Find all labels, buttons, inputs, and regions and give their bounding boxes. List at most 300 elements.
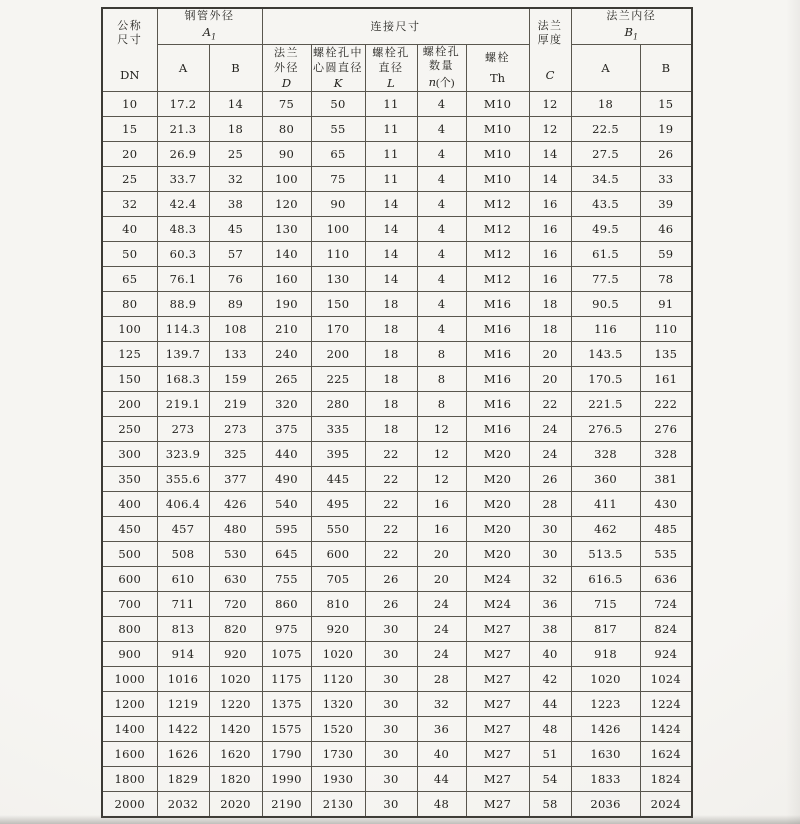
cell-pipe-od-b: 325 xyxy=(209,442,262,467)
cell-dn: 450 xyxy=(102,517,157,542)
cell-bolt-circle-dia: 1930 xyxy=(311,767,365,792)
cell-flange-id-a: 18 xyxy=(571,92,640,117)
cell-dn: 700 xyxy=(102,592,157,617)
cell-bolt-hole-count: 16 xyxy=(417,517,466,542)
cell-flange-id-a: 411 xyxy=(571,492,640,517)
cell-flange-id-a: 221.5 xyxy=(571,392,640,417)
cell-pipe-od-a: 813 xyxy=(157,617,209,642)
table-row xyxy=(102,92,692,117)
cell-bolt-thread: M10 xyxy=(466,92,529,117)
cell-pipe-od-a: 1219 xyxy=(157,692,209,717)
cell-bolt-thread: M16 xyxy=(466,392,529,417)
cell-bolt-circle-dia: 1120 xyxy=(311,667,365,692)
cell-dn: 1400 xyxy=(102,717,157,742)
cell-pipe-od-b: 377 xyxy=(209,467,262,492)
table-row xyxy=(102,392,692,417)
cell-thickness: 12 xyxy=(529,117,571,142)
table-row xyxy=(102,592,692,617)
cell-bolt-thread: M27 xyxy=(466,742,529,767)
cell-flange-id-b: 1824 xyxy=(640,767,692,792)
cell-dn: 20 xyxy=(102,142,157,167)
cell-flange-id-b: 78 xyxy=(640,267,692,292)
nominal-size-label-line1: 公称 xyxy=(117,20,143,32)
cell-pipe-od-a: 48.3 xyxy=(157,217,209,242)
cell-flange-id-b: 33 xyxy=(640,167,692,192)
cell-thickness: 18 xyxy=(529,292,571,317)
cell-bolt-hole-count: 24 xyxy=(417,642,466,667)
cell-bolt-hole-dia: 11 xyxy=(365,142,417,167)
cell-bolt-circle-dia: 920 xyxy=(311,617,365,642)
cell-bolt-circle-dia: 395 xyxy=(311,442,365,467)
cell-dn: 1200 xyxy=(102,692,157,717)
cell-flange-id-a: 817 xyxy=(571,617,640,642)
cell-dn: 15 xyxy=(102,117,157,142)
cell-dn: 80 xyxy=(102,292,157,317)
header-bolt-circle-dia: 螺栓孔中 心圆直径 K xyxy=(311,45,365,92)
cell-flange-id-b: 924 xyxy=(640,642,692,667)
cell-pipe-od-b: 1020 xyxy=(209,667,262,692)
cell-flange-id-a: 1833 xyxy=(571,767,640,792)
cell-bolt-circle-dia: 1320 xyxy=(311,692,365,717)
cell-bolt-hole-dia: 14 xyxy=(365,217,417,242)
cell-flange-id-b: 1424 xyxy=(640,717,692,742)
cell-pipe-od-a: 1626 xyxy=(157,742,209,767)
cell-flange-id-a: 328 xyxy=(571,442,640,467)
cell-pipe-od-a: 139.7 xyxy=(157,342,209,367)
cell-thickness: 48 xyxy=(529,717,571,742)
cell-dn: 900 xyxy=(102,642,157,667)
cell-dn: 400 xyxy=(102,492,157,517)
cell-flange-id-b: 485 xyxy=(640,517,692,542)
cell-flange-od: 375 xyxy=(262,417,311,442)
cell-flange-od: 75 xyxy=(262,92,311,117)
cell-bolt-thread: M27 xyxy=(466,692,529,717)
cell-thickness: 16 xyxy=(529,192,571,217)
cell-flange-id-b: 135 xyxy=(640,342,692,367)
cell-pipe-od-b: 76 xyxy=(209,267,262,292)
nominal-size-symbol: DN xyxy=(120,68,140,83)
cell-bolt-hole-count: 4 xyxy=(417,142,466,167)
cell-bolt-thread: M20 xyxy=(466,517,529,542)
cell-pipe-od-a: 26.9 xyxy=(157,142,209,167)
cell-flange-id-a: 77.5 xyxy=(571,267,640,292)
cell-thickness: 42 xyxy=(529,667,571,692)
cell-bolt-thread: M10 xyxy=(466,142,529,167)
header-flange-thickness xyxy=(529,8,571,92)
cell-thickness: 16 xyxy=(529,242,571,267)
cell-flange-id-a: 360 xyxy=(571,467,640,492)
cell-pipe-od-a: 323.9 xyxy=(157,442,209,467)
table-row xyxy=(102,717,692,742)
table-header xyxy=(102,8,692,92)
cell-bolt-circle-dia: 170 xyxy=(311,317,365,342)
header-sub-row xyxy=(102,45,692,92)
cell-dn: 200 xyxy=(102,392,157,417)
cell-pipe-od-b: 38 xyxy=(209,192,262,217)
cell-flange-od: 90 xyxy=(262,142,311,167)
header-nominal-size xyxy=(102,8,157,92)
cell-bolt-hole-dia: 22 xyxy=(365,517,417,542)
cell-bolt-hole-dia: 30 xyxy=(365,792,417,818)
cell-flange-od: 320 xyxy=(262,392,311,417)
cell-bolt-circle-dia: 2130 xyxy=(311,792,365,818)
cell-thickness: 16 xyxy=(529,217,571,242)
thickness-label-line2: 厚度 xyxy=(537,34,563,46)
thickness-symbol: C xyxy=(545,68,555,83)
table-row xyxy=(102,367,692,392)
cell-pipe-od-a: 88.9 xyxy=(157,292,209,317)
cell-thickness: 30 xyxy=(529,542,571,567)
cell-flange-id-b: 110 xyxy=(640,317,692,342)
table-row xyxy=(102,767,692,792)
cell-bolt-thread: M20 xyxy=(466,542,529,567)
cell-pipe-od-b: 720 xyxy=(209,592,262,617)
cell-bolt-thread: M27 xyxy=(466,717,529,742)
cell-pipe-od-a: 1016 xyxy=(157,667,209,692)
cell-pipe-od-b: 2020 xyxy=(209,792,262,818)
table-row xyxy=(102,217,692,242)
cell-flange-od: 160 xyxy=(262,267,311,292)
cell-flange-id-b: 26 xyxy=(640,142,692,167)
cell-flange-od: 755 xyxy=(262,567,311,592)
header-group-connection xyxy=(262,8,529,45)
cell-bolt-thread: M16 xyxy=(466,292,529,317)
cell-bolt-thread: M12 xyxy=(466,217,529,242)
cell-dn: 300 xyxy=(102,442,157,467)
cell-bolt-thread: M20 xyxy=(466,467,529,492)
cell-flange-od: 490 xyxy=(262,467,311,492)
cell-flange-od: 595 xyxy=(262,517,311,542)
cell-bolt-hole-dia: 14 xyxy=(365,192,417,217)
cell-bolt-hole-dia: 26 xyxy=(365,567,417,592)
cell-flange-id-a: 90.5 xyxy=(571,292,640,317)
table-row xyxy=(102,192,692,217)
cell-thickness: 14 xyxy=(529,167,571,192)
cell-bolt-hole-count: 40 xyxy=(417,742,466,767)
cell-flange-id-b: 724 xyxy=(640,592,692,617)
cell-bolt-circle-dia: 495 xyxy=(311,492,365,517)
table-row xyxy=(102,267,692,292)
cell-bolt-circle-dia: 100 xyxy=(311,217,365,242)
cell-flange-od: 100 xyxy=(262,167,311,192)
cell-bolt-hole-count: 12 xyxy=(417,442,466,467)
cell-flange-id-b: 636 xyxy=(640,567,692,592)
cell-pipe-od-b: 18 xyxy=(209,117,262,142)
cell-pipe-od-a: 168.3 xyxy=(157,367,209,392)
cell-thickness: 20 xyxy=(529,342,571,367)
cell-pipe-od-b: 159 xyxy=(209,367,262,392)
cell-pipe-od-b: 57 xyxy=(209,242,262,267)
cell-pipe-od-a: 508 xyxy=(157,542,209,567)
cell-bolt-hole-dia: 18 xyxy=(365,317,417,342)
cell-flange-id-a: 22.5 xyxy=(571,117,640,142)
table-row xyxy=(102,542,692,567)
cell-flange-id-b: 381 xyxy=(640,467,692,492)
cell-dn: 2000 xyxy=(102,792,157,818)
cell-flange-id-b: 328 xyxy=(640,442,692,467)
cell-bolt-thread: M27 xyxy=(466,642,529,667)
header-pipe-od-a: A xyxy=(157,45,209,92)
cell-dn: 800 xyxy=(102,617,157,642)
cell-bolt-circle-dia: 600 xyxy=(311,542,365,567)
cell-flange-id-a: 170.5 xyxy=(571,367,640,392)
cell-dn: 1000 xyxy=(102,667,157,692)
cell-thickness: 24 xyxy=(529,417,571,442)
cell-thickness: 54 xyxy=(529,767,571,792)
header-group-flange-id xyxy=(571,8,692,45)
cell-dn: 350 xyxy=(102,467,157,492)
table-row xyxy=(102,167,692,192)
flange-id-group-symbol: $B_1$ xyxy=(624,25,639,42)
header-flange-od: 法兰 外径 D xyxy=(262,45,311,92)
table-row xyxy=(102,242,692,267)
cell-flange-id-a: 116 xyxy=(571,317,640,342)
cell-pipe-od-b: 1820 xyxy=(209,767,262,792)
scan-edge-shading-bottom xyxy=(0,815,800,824)
scan-edge-shading-right xyxy=(786,0,800,824)
cell-bolt-hole-count: 4 xyxy=(417,267,466,292)
cell-pipe-od-a: 273 xyxy=(157,417,209,442)
cell-pipe-od-a: 219.1 xyxy=(157,392,209,417)
cell-flange-id-a: 616.5 xyxy=(571,567,640,592)
cell-bolt-circle-dia: 550 xyxy=(311,517,365,542)
cell-bolt-hole-dia: 22 xyxy=(365,442,417,467)
cell-bolt-hole-dia: 11 xyxy=(365,92,417,117)
cell-flange-od: 265 xyxy=(262,367,311,392)
cell-bolt-hole-count: 4 xyxy=(417,167,466,192)
table-row xyxy=(102,692,692,717)
cell-flange-od: 540 xyxy=(262,492,311,517)
cell-flange-id-b: 2024 xyxy=(640,792,692,818)
cell-bolt-hole-count: 16 xyxy=(417,492,466,517)
cell-pipe-od-b: 89 xyxy=(209,292,262,317)
cell-pipe-od-a: 610 xyxy=(157,567,209,592)
cell-pipe-od-a: 1829 xyxy=(157,767,209,792)
cell-flange-id-b: 15 xyxy=(640,92,692,117)
table-row xyxy=(102,442,692,467)
cell-flange-id-a: 2036 xyxy=(571,792,640,818)
cell-flange-id-a: 1020 xyxy=(571,667,640,692)
cell-dn: 100 xyxy=(102,317,157,342)
cell-bolt-hole-count: 4 xyxy=(417,217,466,242)
cell-bolt-hole-count: 36 xyxy=(417,717,466,742)
cell-pipe-od-b: 920 xyxy=(209,642,262,667)
cell-dn: 65 xyxy=(102,267,157,292)
flange-id-group-title: 法兰内径 xyxy=(606,10,657,22)
cell-pipe-od-a: 914 xyxy=(157,642,209,667)
cell-bolt-hole-dia: 11 xyxy=(365,167,417,192)
cell-flange-id-a: 1630 xyxy=(571,742,640,767)
table-row xyxy=(102,467,692,492)
table-row xyxy=(102,792,692,818)
cell-bolt-hole-dia: 18 xyxy=(365,417,417,442)
cell-flange-od: 440 xyxy=(262,442,311,467)
cell-bolt-hole-dia: 18 xyxy=(365,292,417,317)
header-group-pipe-od xyxy=(157,8,262,45)
cell-pipe-od-a: 1422 xyxy=(157,717,209,742)
cell-bolt-hole-dia: 18 xyxy=(365,367,417,392)
cell-thickness: 40 xyxy=(529,642,571,667)
cell-flange-id-a: 276.5 xyxy=(571,417,640,442)
cell-pipe-od-a: 60.3 xyxy=(157,242,209,267)
cell-bolt-thread: M27 xyxy=(466,792,529,818)
cell-bolt-hole-count: 8 xyxy=(417,367,466,392)
cell-bolt-hole-dia: 30 xyxy=(365,692,417,717)
cell-flange-od: 860 xyxy=(262,592,311,617)
cell-pipe-od-a: 406.4 xyxy=(157,492,209,517)
cell-bolt-hole-dia: 22 xyxy=(365,492,417,517)
cell-pipe-od-b: 32 xyxy=(209,167,262,192)
cell-bolt-thread: M10 xyxy=(466,167,529,192)
cell-flange-id-b: 535 xyxy=(640,542,692,567)
cell-flange-id-b: 1624 xyxy=(640,742,692,767)
cell-bolt-hole-count: 44 xyxy=(417,767,466,792)
header-flange-id-b: B xyxy=(640,45,692,92)
cell-thickness: 14 xyxy=(529,142,571,167)
cell-pipe-od-b: 14 xyxy=(209,92,262,117)
cell-bolt-thread: M16 xyxy=(466,417,529,442)
cell-pipe-od-b: 480 xyxy=(209,517,262,542)
cell-bolt-hole-dia: 22 xyxy=(365,467,417,492)
cell-bolt-circle-dia: 200 xyxy=(311,342,365,367)
table-row xyxy=(102,417,692,442)
cell-pipe-od-a: 114.3 xyxy=(157,317,209,342)
header-group-row xyxy=(102,8,692,45)
cell-bolt-hole-count: 12 xyxy=(417,417,466,442)
cell-bolt-hole-count: 8 xyxy=(417,342,466,367)
cell-flange-id-b: 824 xyxy=(640,617,692,642)
cell-flange-od: 210 xyxy=(262,317,311,342)
cell-flange-id-a: 1426 xyxy=(571,717,640,742)
cell-bolt-thread: M12 xyxy=(466,192,529,217)
cell-bolt-hole-dia: 30 xyxy=(365,642,417,667)
cell-bolt-hole-dia: 18 xyxy=(365,392,417,417)
cell-flange-id-b: 276 xyxy=(640,417,692,442)
cell-thickness: 44 xyxy=(529,692,571,717)
cell-bolt-thread: M16 xyxy=(466,342,529,367)
cell-bolt-thread: M10 xyxy=(466,117,529,142)
cell-thickness: 12 xyxy=(529,92,571,117)
cell-bolt-circle-dia: 225 xyxy=(311,367,365,392)
cell-bolt-hole-count: 8 xyxy=(417,392,466,417)
cell-dn: 10 xyxy=(102,92,157,117)
cell-bolt-hole-count: 48 xyxy=(417,792,466,818)
cell-bolt-circle-dia: 280 xyxy=(311,392,365,417)
cell-thickness: 18 xyxy=(529,317,571,342)
cell-bolt-circle-dia: 65 xyxy=(311,142,365,167)
cell-dn: 25 xyxy=(102,167,157,192)
table-row xyxy=(102,667,692,692)
cell-pipe-od-a: 21.3 xyxy=(157,117,209,142)
table-row xyxy=(102,642,692,667)
cell-flange-id-a: 513.5 xyxy=(571,542,640,567)
cell-thickness: 28 xyxy=(529,492,571,517)
cell-thickness: 36 xyxy=(529,592,571,617)
cell-flange-od: 130 xyxy=(262,217,311,242)
cell-flange-od: 240 xyxy=(262,342,311,367)
cell-dn: 600 xyxy=(102,567,157,592)
cell-flange-id-a: 43.5 xyxy=(571,192,640,217)
table-row xyxy=(102,342,692,367)
cell-flange-id-a: 462 xyxy=(571,517,640,542)
table-row xyxy=(102,292,692,317)
cell-bolt-hole-count: 4 xyxy=(417,192,466,217)
cell-bolt-hole-dia: 14 xyxy=(365,242,417,267)
cell-flange-od: 1790 xyxy=(262,742,311,767)
cell-bolt-circle-dia: 1520 xyxy=(311,717,365,742)
cell-bolt-circle-dia: 1020 xyxy=(311,642,365,667)
cell-dn: 50 xyxy=(102,242,157,267)
cell-bolt-circle-dia: 705 xyxy=(311,567,365,592)
cell-flange-od: 1175 xyxy=(262,667,311,692)
cell-thickness: 26 xyxy=(529,467,571,492)
cell-bolt-circle-dia: 1730 xyxy=(311,742,365,767)
cell-dn: 500 xyxy=(102,542,157,567)
cell-bolt-hole-dia: 30 xyxy=(365,742,417,767)
cell-pipe-od-b: 530 xyxy=(209,542,262,567)
cell-bolt-hole-count: 4 xyxy=(417,242,466,267)
connection-group-title: 连接尺寸 xyxy=(370,20,421,33)
cell-bolt-hole-dia: 18 xyxy=(365,342,417,367)
cell-thickness: 51 xyxy=(529,742,571,767)
cell-flange-id-a: 918 xyxy=(571,642,640,667)
cell-bolt-thread: M24 xyxy=(466,567,529,592)
cell-pipe-od-a: 457 xyxy=(157,517,209,542)
header-bolt-hole-count: 螺栓孔 数量 n(个) xyxy=(417,45,466,92)
header-flange-id-a: A xyxy=(571,45,640,92)
thickness-label-line1: 法兰 xyxy=(537,20,563,32)
cell-flange-id-b: 59 xyxy=(640,242,692,267)
cell-flange-id-b: 91 xyxy=(640,292,692,317)
cell-pipe-od-a: 711 xyxy=(157,592,209,617)
cell-pipe-od-b: 820 xyxy=(209,617,262,642)
cell-bolt-hole-count: 24 xyxy=(417,617,466,642)
table-body xyxy=(102,92,692,818)
cell-thickness: 38 xyxy=(529,617,571,642)
cell-bolt-thread: M20 xyxy=(466,492,529,517)
table-row xyxy=(102,567,692,592)
header-bolt-thread: 螺栓 Th xyxy=(466,45,529,92)
cell-flange-id-b: 19 xyxy=(640,117,692,142)
table-row xyxy=(102,317,692,342)
cell-flange-od: 2190 xyxy=(262,792,311,818)
cell-bolt-hole-count: 12 xyxy=(417,467,466,492)
header-pipe-od-b: B xyxy=(209,45,262,92)
cell-flange-id-b: 222 xyxy=(640,392,692,417)
cell-pipe-od-a: 76.1 xyxy=(157,267,209,292)
cell-pipe-od-b: 133 xyxy=(209,342,262,367)
cell-bolt-hole-dia: 30 xyxy=(365,667,417,692)
cell-pipe-od-b: 630 xyxy=(209,567,262,592)
cell-bolt-hole-count: 24 xyxy=(417,592,466,617)
cell-bolt-circle-dia: 50 xyxy=(311,92,365,117)
cell-pipe-od-b: 1420 xyxy=(209,717,262,742)
cell-bolt-circle-dia: 55 xyxy=(311,117,365,142)
cell-bolt-circle-dia: 335 xyxy=(311,417,365,442)
cell-pipe-od-b: 1620 xyxy=(209,742,262,767)
cell-flange-id-a: 27.5 xyxy=(571,142,640,167)
table-row xyxy=(102,142,692,167)
cell-bolt-thread: M16 xyxy=(466,367,529,392)
cell-flange-id-b: 1024 xyxy=(640,667,692,692)
cell-flange-id-a: 1223 xyxy=(571,692,640,717)
cell-flange-id-b: 430 xyxy=(640,492,692,517)
cell-thickness: 24 xyxy=(529,442,571,467)
cell-dn: 1800 xyxy=(102,767,157,792)
cell-bolt-hole-dia: 30 xyxy=(365,767,417,792)
cell-dn: 40 xyxy=(102,217,157,242)
cell-flange-od: 975 xyxy=(262,617,311,642)
